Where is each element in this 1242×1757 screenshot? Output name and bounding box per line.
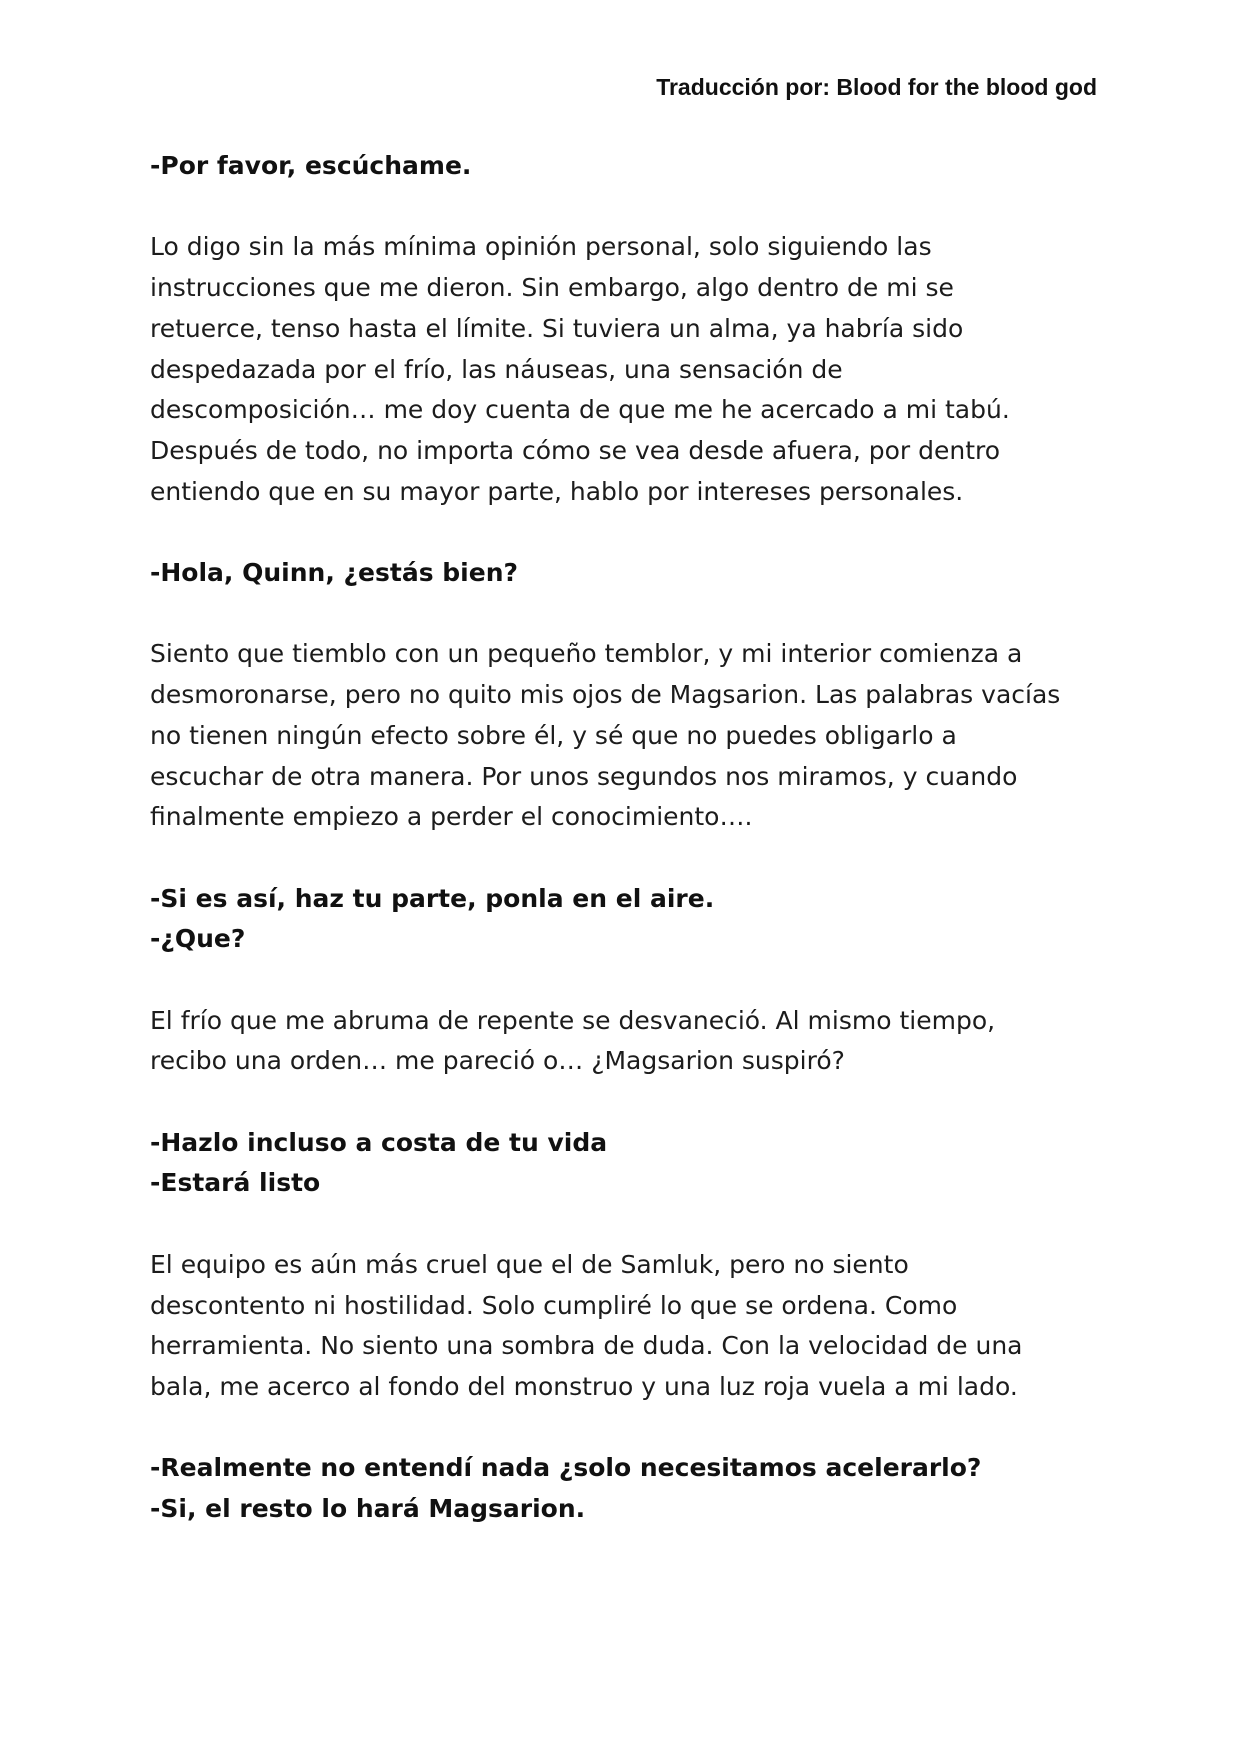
text-line: -Por favor, escúchame. xyxy=(150,151,472,180)
text-line: -Estará listo xyxy=(150,1168,321,1198)
dialog-paragraph xyxy=(150,146,1100,187)
document-body xyxy=(150,146,1100,1570)
text-line: descomposición… me doy cuenta de que me he acercado a mi tabú. xyxy=(150,395,1010,425)
narration-paragraph xyxy=(150,634,1100,838)
text-line: descontento ni hostilidad. Solo cumpliré lo que se ordena. Como xyxy=(150,1290,958,1320)
narration-paragraph xyxy=(150,1001,1100,1082)
text-line: entiendo que en su mayor parte, hablo por intereses personales. xyxy=(150,476,964,506)
text-line: despedazada por el frío, las náuseas, una sensación de xyxy=(150,354,843,384)
text-line: bala, me acerco al fondo del monstruo y una luz roja vuela a mi lado. xyxy=(150,1371,1018,1401)
text-line: herramienta. No siento una sombra de duda. Con la velocidad de una xyxy=(150,1331,1023,1361)
text-line: Siento que tiemblo con un pequeño temblor, y mi interior comienza a xyxy=(150,639,1023,669)
text-line: -Hazlo incluso a costa de tu vida xyxy=(150,1127,608,1157)
text-line: retuerce, tenso hasta el límite. Si tuviera un alma, ya habría sido xyxy=(150,313,964,343)
text-line: Lo digo sin la más mínima opinión personal, solo siguiendo las xyxy=(150,232,932,262)
text-line: instrucciones que me dieron. Sin embargo, algo dentro de mi se xyxy=(150,273,954,303)
narration-paragraph xyxy=(150,1245,1100,1408)
text-line: finalmente empiezo a perder el conocimiento…. xyxy=(150,802,753,832)
dialog-paragraph xyxy=(150,879,1100,960)
text-line: -Si, el resto lo hará Magsarion. xyxy=(150,1494,586,1524)
text-line: -Realmente no entendí nada ¿solo necesitamos acelerarlo? xyxy=(150,1453,982,1483)
text-line: Después de todo, no importa cómo se vea desde afuera, por dentro xyxy=(150,435,1001,465)
text-line: no tienen ningún efecto sobre él, y sé que no puedes obligarlo a xyxy=(150,720,957,750)
text-line: El frío que me abruma de repente se desvaneció. Al mismo tiempo, xyxy=(150,1005,996,1035)
narration-paragraph xyxy=(150,227,1100,512)
text-line: escuchar de otra manera. Por unos segundos nos miramos, y cuando xyxy=(150,761,1018,791)
text-line: desmoronarse, pero no quito mis ojos de Magsarion. Las palabras vacías xyxy=(150,680,1061,710)
translation-credit: Traducción por: Blood for the blood god xyxy=(656,74,1097,100)
dialog-paragraph xyxy=(150,1123,1100,1204)
text-line: recibo una orden… me pareció o… ¿Magsarion suspiró? xyxy=(150,1046,845,1076)
text-line: -Si es así, haz tu parte, ponla en el aire. xyxy=(150,883,715,913)
text-line: -¿Que? xyxy=(150,924,246,954)
dialog-paragraph xyxy=(150,553,1100,594)
text-line: El equipo es aún más cruel que el de Samluk, pero no siento xyxy=(150,1249,909,1279)
dialog-paragraph xyxy=(150,1448,1100,1529)
text-line: -Hola, Quinn, ¿estás bien? xyxy=(150,558,518,587)
